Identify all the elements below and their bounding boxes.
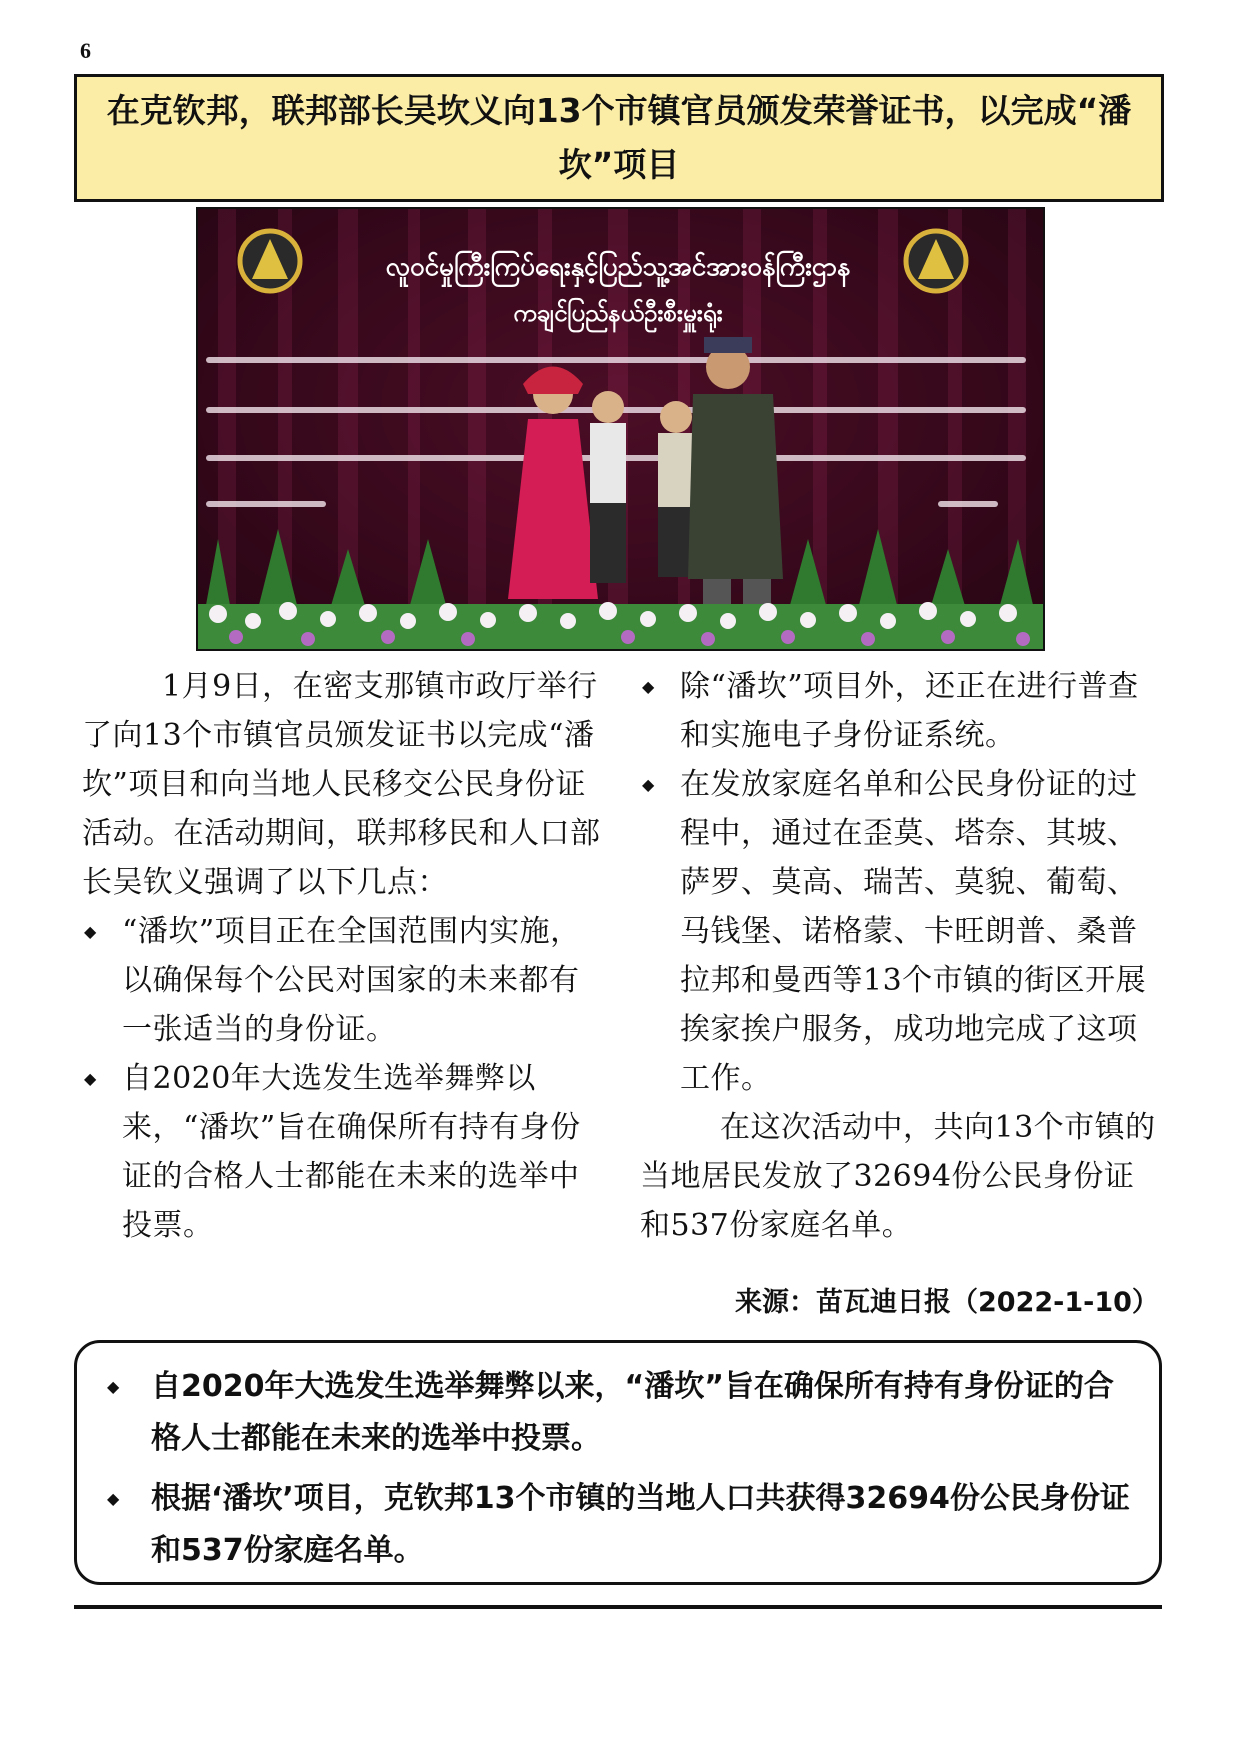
article-bullet — [640, 760, 1160, 1103]
summary-text: 根据‘潘坎’项目，克钦邦13个市镇的当地人口共获得32694份公民身份证和537份家庭名单。 — [151, 1481, 1130, 1568]
bullet-text: “潘坎”项目正在全国范围内实施，以确保每个公民对国家的未来都有一张适当的身份证。 — [122, 914, 581, 1047]
bullet-text: 在发放家庭名单和公民身份证的过程中，通过在歪莫、塔奈、其坡、萨罗、莫高、瑞苦、莫貌、葡萄、马钱堡、诺格蒙、卡旺朗普、桑普拉邦和曼西等13个市镇的街区开展挨家挨户服务，成功地完成了这项工作。 — [680, 767, 1147, 1096]
banner-line2: ကချင်ပြည်နယ်ဦးစီးမှူးရုံး — [513, 299, 723, 327]
article-column-left — [82, 662, 602, 1250]
article-source: 来源：苗瓦迪日报（2022-1-10） — [735, 1287, 1159, 1318]
diamond-bullet-icon: ◆ — [642, 775, 655, 794]
emblem-right-icon — [906, 231, 966, 291]
event-photo — [196, 207, 1045, 651]
summary-item — [101, 1361, 1135, 1465]
diamond-bullet-icon: ◆ — [107, 1489, 120, 1508]
headline: 在克钦邦，联邦部长吴坎义向13个市镇官员颁发荣誉证书，以完成“潘坎”项目 — [106, 91, 1132, 184]
emblem-left-icon — [240, 231, 300, 291]
article-bullet — [82, 1054, 602, 1250]
article-column-right — [640, 662, 1160, 1250]
summary-text: 自2020年大选发生选举舞弊以来，“潘坎”旨在确保所有持有身份证的合格人士都能在未来的选举中投票。 — [151, 1369, 1114, 1456]
summary-box — [74, 1340, 1162, 1585]
diamond-bullet-icon: ◆ — [84, 1069, 97, 1088]
article-intro: 1月9日，在密支那镇市政厅举行了向13个市镇官员颁发证书以完成“潘坎”项目和向当地人民移交公民身份证活动。在活动期间，联邦移民和人口部长吴钦义强调了以下几点： — [82, 669, 601, 900]
summary-item — [101, 1473, 1135, 1577]
article-bullet — [640, 662, 1160, 760]
diamond-bullet-icon: ◆ — [642, 677, 655, 696]
page-number: 6 — [80, 38, 91, 63]
article-closing: 在这次活动中，共向13个市镇的当地居民发放了32694份公民身份证和537份家庭名单。 — [640, 1110, 1156, 1243]
event-photo-illustration — [198, 209, 1043, 649]
headline-box — [74, 74, 1164, 202]
diamond-bullet-icon: ◆ — [107, 1377, 120, 1396]
bullet-text: 除“潘坎”项目外，还正在进行普查和实施电子身份证系统。 — [680, 669, 1139, 753]
banner-line1: လူဝင်မှုကြီးကြပ်ရေးနှင့်ပြည်သူ့အင်အားဝန်ကြီးဌာန — [385, 252, 851, 282]
article-bullet — [82, 907, 602, 1054]
bullet-text: 自2020年大选发生选举舞弊以来，“潘坎”旨在确保所有持有身份证的合格人士都能在未来的选举中投票。 — [122, 1061, 581, 1243]
bottom-divider — [74, 1605, 1162, 1609]
diamond-bullet-icon: ◆ — [84, 922, 97, 941]
